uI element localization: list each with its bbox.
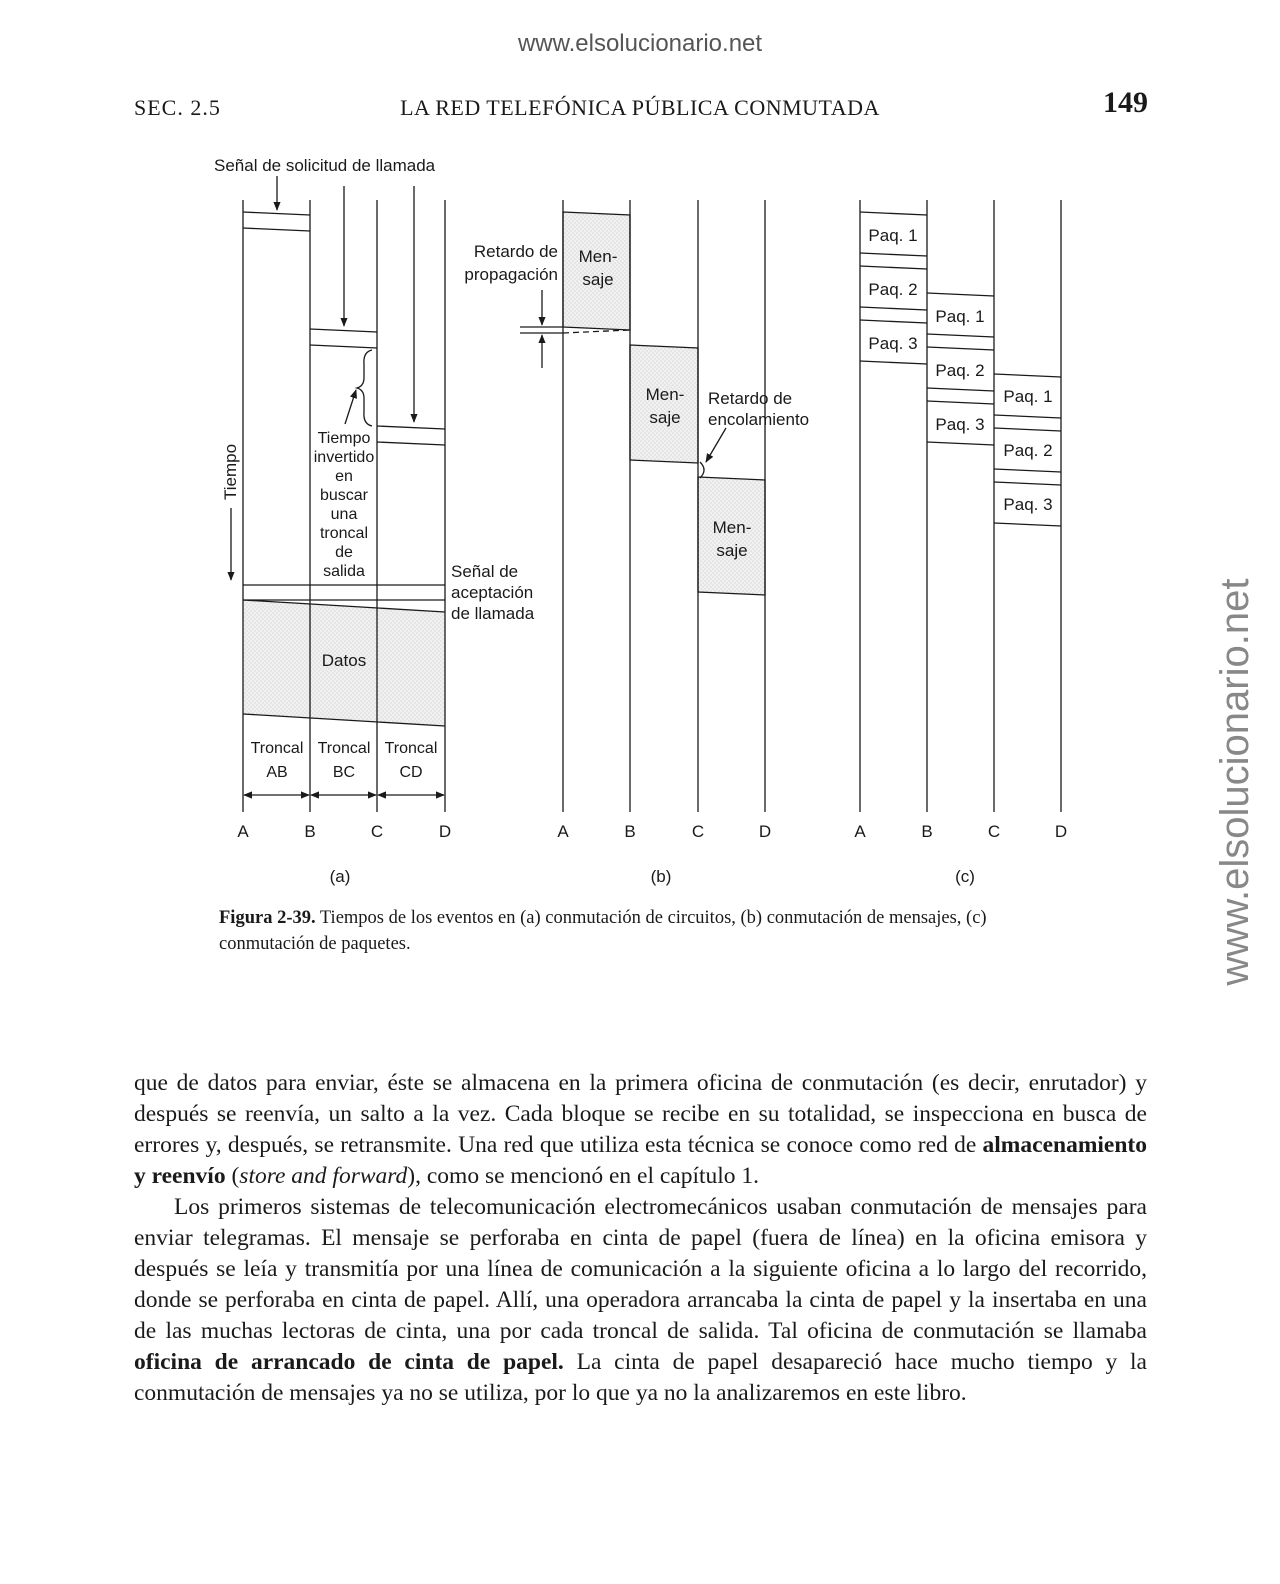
packet-label-ab-3: Paq. 3: [868, 334, 918, 353]
call-request-bc-bottom: [310, 345, 377, 348]
watermark-top: www.elsolucionario.net: [517, 30, 763, 57]
svg-text:aceptación: aceptación: [451, 583, 534, 602]
packet-ab-3-bottom: [860, 361, 927, 364]
svg-text:A: A: [557, 822, 569, 841]
svg-text:troncal: troncal: [319, 525, 369, 542]
svg-text:buscar: buscar: [319, 487, 369, 504]
node-labels-a: [237, 822, 451, 841]
svg-text:de llamada: de llamada: [451, 604, 535, 623]
message-bc: [630, 345, 698, 463]
svg-text:encolamiento: encolamiento: [708, 410, 810, 429]
svg-text:BC: BC: [332, 764, 356, 781]
svg-text:C: C: [691, 822, 705, 841]
node-labels-b: [557, 822, 771, 841]
page-number: 149: [1103, 86, 1148, 119]
svg-text:Retardo de: Retardo de: [473, 242, 558, 261]
queue-delay-label: [708, 389, 809, 429]
data-label: Datos: [321, 651, 367, 670]
time-label: Tiempo: [221, 443, 240, 501]
running-header-section: SEC. 2.5: [134, 95, 221, 120]
node-label-c-b: B: [921, 822, 933, 841]
svg-text:CD: CD: [399, 764, 423, 781]
queue-delay-arrow: [706, 428, 726, 462]
svg-text:en: en: [335, 468, 353, 485]
packet-ab-2-top: [860, 266, 927, 269]
svg-text:C: C: [370, 822, 384, 841]
packet-cd-2-bottom: [994, 469, 1061, 472]
running-header-title: LA RED TELEFÓNICA PÚBLICA CONMUTADA: [400, 95, 880, 120]
packet-ab-1-top: [860, 212, 927, 215]
panel-label-b: (b): [650, 867, 672, 886]
packet-bc-2-top: [927, 347, 994, 350]
body-text: [134, 1068, 1147, 1409]
search-time-label: [314, 430, 375, 580]
svg-text:D: D: [438, 822, 452, 841]
trunk-labels: [251, 740, 438, 781]
call-request-cd-top: [377, 426, 445, 429]
packet-label-ab-2: Paq. 2: [868, 280, 918, 299]
packet-label-ab-1: Paq. 1: [868, 226, 918, 245]
packet-bc-3-top: [927, 401, 994, 404]
packet-cd-1-top: [994, 374, 1061, 377]
panel-b: [520, 200, 765, 812]
figure-caption: [219, 905, 1049, 957]
time-label-bg: [226, 436, 238, 438]
svg-text:Tiempo: Tiempo: [317, 430, 371, 447]
packet-cd-3-bottom: [994, 523, 1061, 526]
packet-cd-3-top: [994, 482, 1061, 485]
svg-text:invertido: invertido: [313, 449, 375, 466]
svg-text:saje: saje: [716, 541, 748, 560]
svg-text:salida: salida: [323, 563, 365, 580]
packet-bc-2-bottom: [927, 388, 994, 391]
packet-bc-1-top: [927, 293, 994, 296]
svg-text:AB: AB: [266, 764, 288, 781]
svg-text:Retardo de: Retardo de: [708, 389, 793, 408]
node-label-c-c: C: [987, 822, 1001, 841]
figure-caption-text: Tiempos de los eventos en (a) conmutación de circuitos, (b) conmutación de mensajes, (c) conmutación de paquetes.: [219, 908, 987, 954]
panel-label-a: (a): [329, 867, 351, 886]
svg-text:saje: saje: [649, 408, 681, 427]
node-label-c-a: A: [854, 822, 866, 841]
packet-bc-3-bottom: [927, 442, 994, 445]
svg-text:A: A: [237, 822, 249, 841]
brace-search-time: [357, 350, 372, 426]
queue-delay-brace: [700, 462, 704, 478]
paragraph-2: Los primeros sistemas de telecomunicación electromecánicos usaban conmutación de mensajes para enviar telegramas. El mensaje se perforaba en cinta de papel (fuera de línea) en la oficina emisora y después se leía y transmitía por una línea de comunicación a la siguiente oficina a lo largo del recorrido, donde se perforaba en cinta de papel. Allí, una operadora arrancaba la cinta de papel y la insertaba en una de las muchas lectoras de cinta, una por cada troncal de salida. Tal oficina de conmutación se llamaba oficina de arrancado de cinta de papel. La cinta de papel desapareció hace mucho tiempo y la conmutación de mensajes ya no se utiliza, por lo que ya no la analizaremos en este libro.: [134, 1194, 1147, 1406]
packet-label-cd-1: Paq. 1: [1003, 387, 1053, 406]
watermark-side: www.elsolucionario.net: [1213, 578, 1257, 986]
svg-text:B: B: [304, 822, 316, 841]
svg-text:Troncal: Troncal: [250, 740, 304, 757]
panel-label-c: (c): [955, 867, 975, 886]
figure-caption-label: Figura 2-39.: [219, 908, 316, 928]
svg-text:de: de: [335, 544, 353, 561]
packet-label-cd-3: Paq. 3: [1003, 495, 1053, 514]
packet-bc-1-bottom: [927, 334, 994, 337]
packet-cd-1-bottom: [994, 415, 1061, 418]
svg-text:B: B: [624, 822, 636, 841]
accept-label: [451, 562, 535, 623]
call-request-cd-bottom: [377, 442, 445, 445]
svg-text:Troncal: Troncal: [384, 740, 438, 757]
arrow-search-time: [345, 390, 356, 424]
prop-delay-label: [464, 242, 558, 284]
prop-delay-dashed: [563, 330, 630, 333]
packet-ab-2-bottom: [860, 307, 927, 310]
call-request-label: Señal de solicitud de llamada: [214, 156, 436, 175]
panel-c-text: [854, 226, 1067, 886]
svg-text:saje: saje: [582, 270, 614, 289]
svg-text:Troncal: Troncal: [317, 740, 371, 757]
packet-ab-1-bottom: [860, 253, 927, 256]
node-label-c-d: D: [1054, 822, 1068, 841]
svg-text:Men-: Men-: [712, 518, 752, 537]
packet-cd-2-top: [994, 428, 1061, 431]
packet-label-bc-1: Paq. 1: [935, 307, 985, 326]
svg-text:Señal de: Señal de: [451, 562, 519, 581]
call-request-bc-top: [310, 329, 377, 332]
packet-ab-3-top: [860, 320, 927, 323]
packet-label-bc-2: Paq. 2: [935, 361, 985, 380]
svg-text:una: una: [330, 506, 358, 523]
svg-text:Men-: Men-: [645, 385, 685, 404]
packet-label-bc-3: Paq. 3: [935, 415, 985, 434]
paragraph-1: que de datos para enviar, éste se almacena en la primera oficina de conmutación (es decir, enrutador) y después se reenvía, un salto a la vez. Cada bloque se recibe en su totalidad, se inspecciona en busca de errores y, después, se retransmite. Una red que utiliza esta técnica se conoce como red de almacenamiento y reenvío (store and forward), como se mencionó en el capítulo 1.: [134, 1070, 1147, 1189]
call-request-ab-top: [243, 212, 310, 215]
svg-text:Men-: Men-: [578, 247, 618, 266]
svg-text:D: D: [758, 822, 772, 841]
svg-text:propagación: propagación: [464, 265, 558, 284]
packet-label-cd-2: Paq. 2: [1003, 441, 1053, 460]
call-request-ab-bottom: [243, 228, 310, 231]
